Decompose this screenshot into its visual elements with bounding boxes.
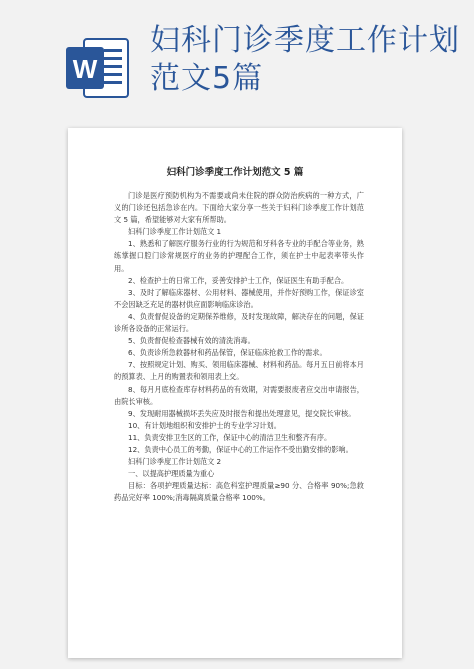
paragraph: 2、检查护士的日常工作，妥善安排护士工作，保证医生有助手配合。 [128, 275, 349, 285]
document-title: 妇科门诊季度工作计划范文 5 篇 [166, 167, 304, 178]
header-banner [0, 0, 474, 120]
paragraph: 11、负责安排卫生区的工作，保证中心的清洁卫生和整齐有序。 [128, 432, 332, 442]
paragraph: 8、每月月底检查库存材料药品的有效期，对需要报废者应交出申请报告，由院长审核。 [114, 384, 364, 406]
page-title: 妇科门诊季度工作计划范文5篇 [150, 23, 460, 96]
paragraph: 4、负责督促设备的定期保养维修，及时发现故障，解决存在的问题，保证诊所各设备的正常运行。 [114, 311, 364, 334]
paragraph: 目标：各项护理质量达标：高危科室护理质量≥90 分、合格率 90%;急救药品完好率 100%;消毒隔离质量合格率 100%。 [114, 481, 364, 503]
word-document-icon [66, 37, 130, 99]
paragraph: 7、按照规定计划、购买、领用临床器械、材料和药品。每月五日前将本月的预算表、上月的购置表和领用表上交。 [114, 360, 364, 382]
paragraph: 3、及时了解临床器材、公用材料、器械使用，并作好预购工作，保证诊室不会因缺乏充足的器材供应面影响临床诊治。 [114, 287, 364, 309]
paragraph: 5、负责督促检查器械有效的清洗消毒。 [128, 336, 255, 346]
paragraph: 12、负责中心员工的考勤，保证中心的工作运作不受出勤安排的影响。 [128, 444, 353, 454]
paragraph: 一、以提高护理质量为重心 [128, 469, 215, 479]
paragraph: 9、发现耐用器械损坏丢失应及时报告和提出处理意见，提交院长审核。 [128, 408, 356, 418]
paragraph: 门诊是医疗预防机构为不需要或尚未住院的群众防治疾病的一种方式，广义的门诊还包括急诊在内。下面给大家分享一些关于妇科门诊季度工作计划范文 5 篇，希望能够对大家有所帮助。 [114, 191, 364, 225]
paragraph: 妇科门诊季度工作计划范文 1 [128, 227, 222, 237]
document-body [114, 190, 364, 504]
paragraph: 1、熟悉和了解医疗服务行业的行为规范和牙科各专业的手配合等业务，熟练掌握口腔门诊常规医疗的业务的护理配合工作，须在护士中起表率带头作用。 [114, 239, 364, 273]
word-icon-letter: W [72, 54, 98, 84]
paragraph: 6、负责诊所急救器材和药品保管，保证临床抢救工作的需求。 [128, 348, 327, 358]
paragraph: 10、有计划地组织和安排护士的专业学习计划。 [128, 420, 281, 430]
document-page [68, 128, 402, 658]
paragraph: 妇科门诊季度工作计划范文 2 [128, 457, 222, 467]
